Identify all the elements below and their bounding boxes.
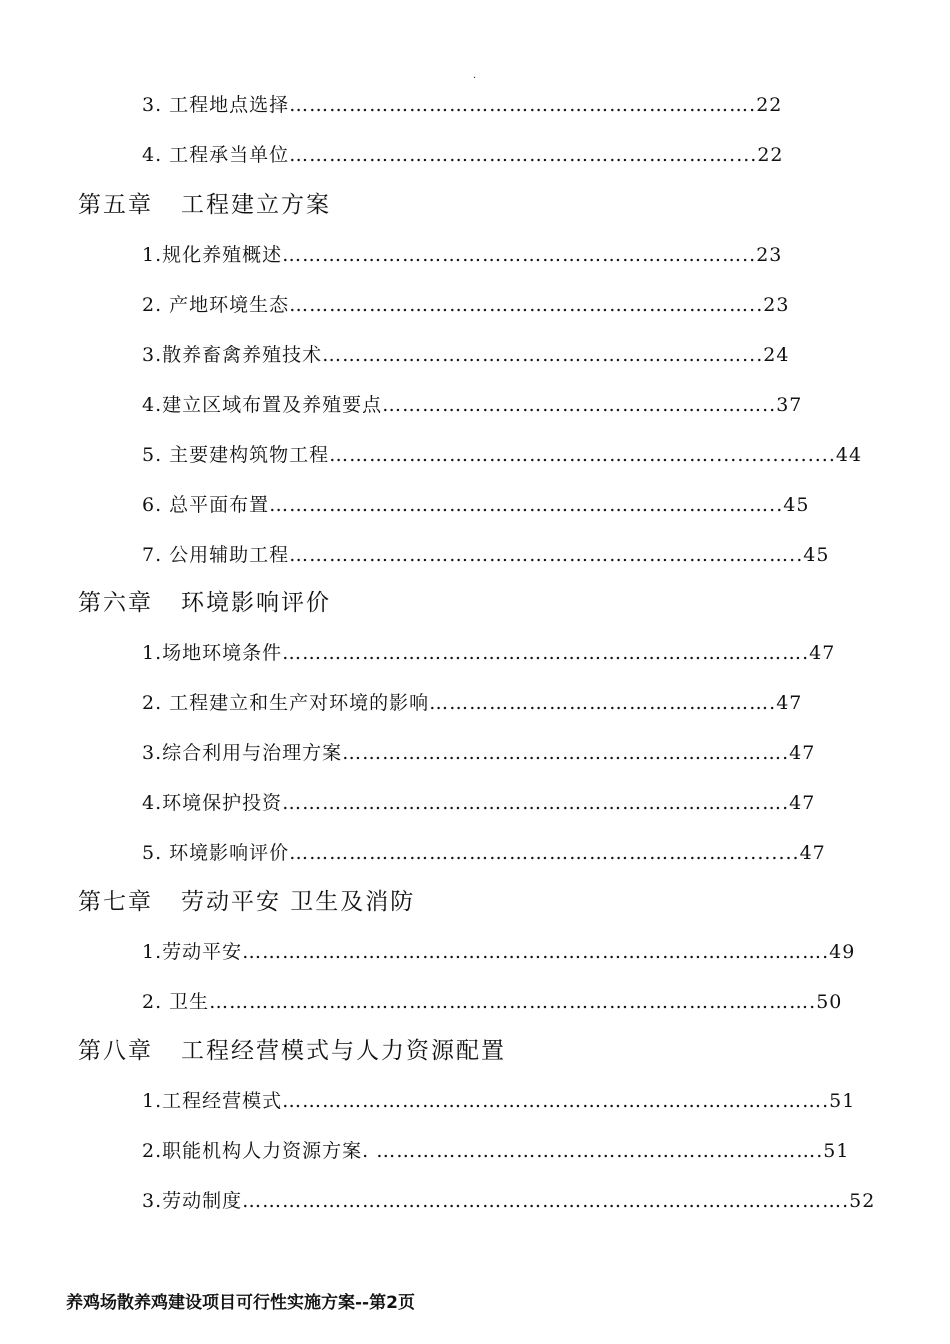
- chapter-number: 第五章: [78, 192, 153, 218]
- toc-entry: 5. 环境影响评价…………………………………………………………..........47: [142, 842, 826, 864]
- toc-chapter-5: [78, 186, 331, 219]
- toc-entry: 2.职能机构人力资源方案. ………………………………………………………….51: [142, 1140, 850, 1162]
- toc-entry-project-unit: 4. 工程承当单位…………………………………………………………....22: [142, 144, 784, 166]
- page-footer: 养鸡场散养鸡建设项目可行性实施方案--第2页: [66, 1293, 415, 1313]
- chapter-title: 工程经营模式与人力资源配置: [181, 1038, 506, 1064]
- toc-chapter-6: [78, 584, 331, 617]
- toc-entry: 4.环境保护投资………………………………………………………………….47: [142, 792, 816, 814]
- toc-entry: 3.散养畜禽养殖技术………………………………………………………...24: [142, 344, 790, 366]
- toc-entry: 6. 总平面布置…………………………………………………………………..45: [142, 494, 810, 516]
- page-top-mark: .: [473, 70, 477, 81]
- toc-entry: 2. 产地环境生态……………………………………………………………..23: [142, 294, 790, 316]
- chapter-title: 环境影响评价: [181, 590, 331, 616]
- toc-chapter-8: [78, 1032, 506, 1065]
- chapter-number: 第七章: [78, 889, 153, 915]
- toc-entry: 1.工程经营模式……………………………………………………………………….51: [142, 1090, 856, 1112]
- toc-entry: 2. 卫生……………………………………………………………………………….50: [142, 991, 843, 1013]
- chapter-number: 第八章: [78, 1038, 153, 1064]
- toc-entry: 3.综合利用与治理方案………………………………………………………….47: [142, 742, 816, 764]
- toc-entry: 3.劳动制度……………………………………………………………………………….52: [142, 1190, 876, 1212]
- toc-entry: 1.场地环境条件…………………………………………………………………….47: [142, 642, 836, 664]
- toc-entry: 1.规化养殖概述……………………………………………………………..23: [142, 244, 783, 266]
- toc-entry: 1.劳动平安…………………………………………………………………………….49: [142, 941, 856, 963]
- chapter-number: 第六章: [78, 590, 153, 616]
- toc-entry: 4.建立区域布置及养殖要点…………………………………………………..37: [142, 394, 803, 416]
- toc-entry: 7. 公用辅助工程…………………………………………………………………..45: [142, 544, 830, 566]
- toc-entry-project-site: 3. 工程地点选择…………………………………………………………….22: [142, 94, 783, 116]
- chapter-title: 工程建立方案: [181, 192, 331, 218]
- chapter-title: 劳动平安 卫生及消防: [181, 889, 416, 915]
- toc-entry: 5. 主要建构筑物工程…………………………………………………..................44: [142, 444, 863, 466]
- toc-chapter-7: [78, 883, 415, 916]
- toc-entry: 2. 工程建立和生产对环境的影响…………………………………………….47: [142, 692, 803, 714]
